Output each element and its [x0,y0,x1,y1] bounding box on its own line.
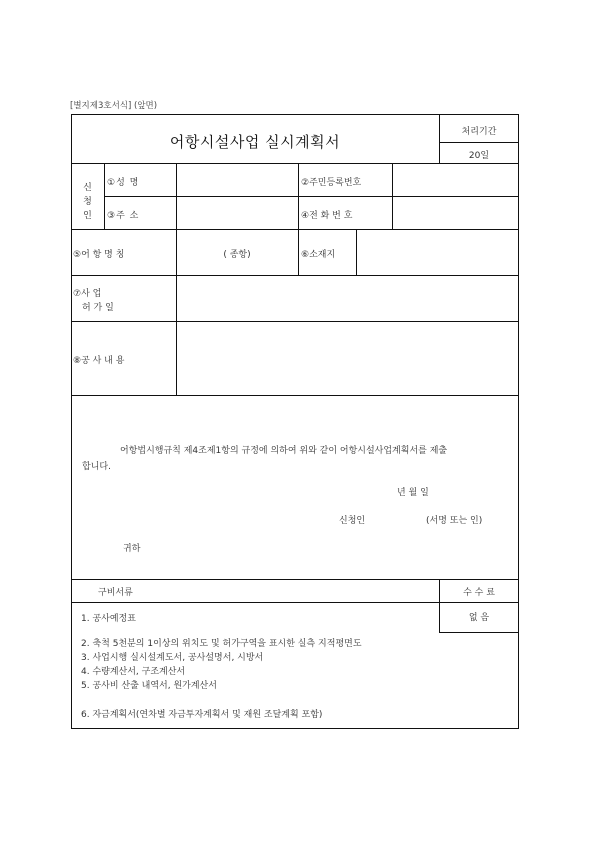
work-content-label: ⑧공 사 내 용 [73,356,125,366]
document-item: 6. 자금계획서(연차별 자금투자계획서 및 재원 조달계획 포함) [81,710,323,720]
divider [176,163,177,321]
location-label: ⑥소재지 [301,250,336,260]
name-label: ①성 명 [107,178,140,188]
fee-header: 수 수 료 [463,588,495,598]
document-item: 1. 공사예정표 [81,614,136,624]
divider [298,163,299,275]
permit-date-label: ⑦사 업 [73,289,102,299]
declaration-text: 어항법시행규칙 제4조제1항의 규정에 의하여 위와 같이 어항시설사업계획서를 제출 [120,446,448,456]
applicant-group-label: 인 [83,211,92,221]
processing-period-label: 처리기간 [461,127,497,137]
divider [71,602,519,603]
applicant-group-label: 청 [83,197,92,207]
port-name-value: ( 종항) [223,250,251,260]
divider [176,321,177,395]
recipient: 귀하 [123,544,141,554]
divider [71,229,519,230]
required-documents-header: 구비서류 [98,588,133,598]
document-item: 5. 공사비 산출 내역서, 원가계산서 [81,681,217,691]
document-item: 3. 사업시행 실시설계도서, 공사설명서, 시방서 [81,653,264,663]
form-label: [별지제3호서식] (앞면) [70,101,158,111]
applicant-signature-label: 신청인 [339,516,366,526]
document-item: 4. 수량계산서, 구조계산서 [81,667,186,677]
fee-value: 없 음 [468,613,490,623]
submission-date: 년 월 일 [397,488,429,498]
divider [439,142,519,143]
phone-label: ④전 화 번 호 [301,211,353,221]
applicant-group-label: 신 [83,183,92,193]
divider [71,321,519,322]
declaration-text: 합니다. [82,462,111,472]
signature-note: (서명 또는 인) [426,516,483,526]
divider [104,196,519,197]
processing-period-value: 20일 [468,151,490,161]
divider [71,163,519,164]
document-item: 2. 축척 5천분의 1이상의 위치도 및 허가구역을 표시한 실측 지적평면도 [81,639,362,649]
divider [439,632,519,633]
port-name-label: ⑤어 항 명 칭 [73,250,125,260]
address-label: ③주 소 [107,211,140,221]
divider [356,229,357,275]
divider [71,579,519,580]
permit-date-label: 허 가 일 [82,303,114,313]
divider [71,275,519,276]
form-title: 어항시설사업 실시계획서 [169,133,341,151]
divider [71,395,519,396]
resident-number-label: ②주민등록번호 [301,178,362,188]
